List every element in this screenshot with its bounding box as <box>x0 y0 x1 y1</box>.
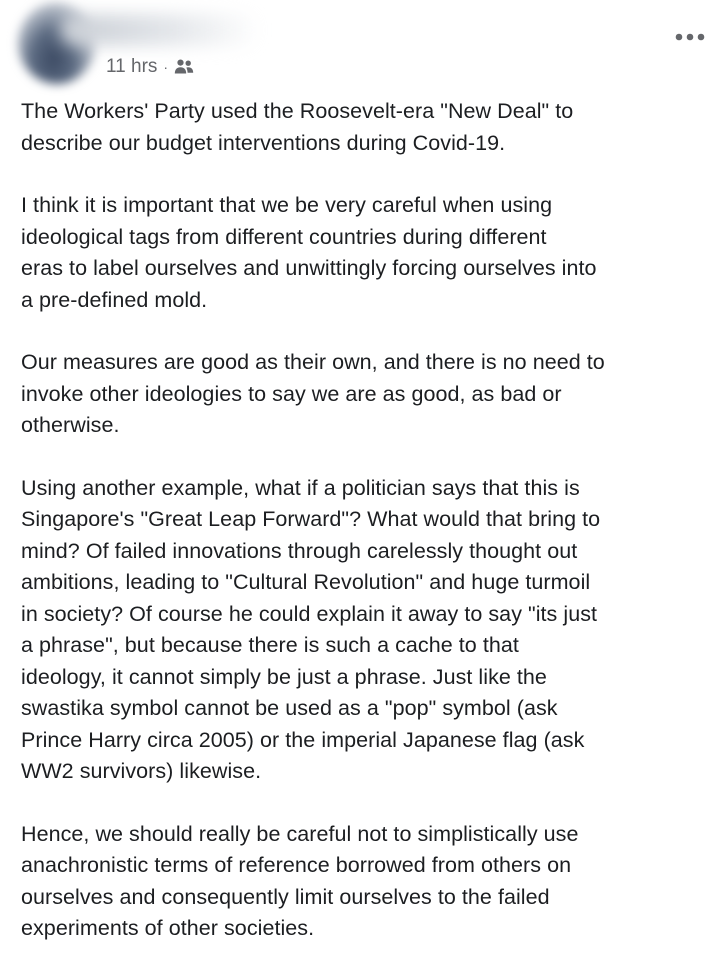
post-paragraph: Using another example, what if a politician says that this is Singapore's "Great Leap Forward"? What would that bring to mind? Of failed innovations through carelessly thought out ambitions, leading to "Cultural Revolution" and huge turmoil in society? Of course he could explain it away to say "its just a phrase", but because there is such a cache to that ideology, it cannot simply be just a phrase. Just like the swastika symbol cannot be used as a "pop" symbol (ask Prince Harry circa 2005) or the imperial Japanese flag (ask WW2 survivors) likewise. <box>21 475 601 783</box>
friends-icon[interactable] <box>174 58 194 76</box>
post-body <box>21 96 711 945</box>
post-timestamp[interactable]: 11 hrs <box>106 56 158 77</box>
post-paragraph: The Workers' Party used the Roosevelt-era "New Deal" to describe our budget interventions during Covid-19. <box>21 99 574 155</box>
more-options-icon <box>675 28 705 46</box>
more-options-button[interactable] <box>670 24 710 50</box>
post-paragraph: I think it is important that we be very careful when using ideological tags from different countries during different eras to label ourselves and unwittingly forcing ourselves into a pre-defined mold. <box>21 193 597 312</box>
meta-separator: · <box>163 59 169 75</box>
author-name-blurred[interactable] <box>60 14 260 46</box>
post-paragraph: Our measures are good as their own, and there is no need to invoke other ideologies to say we are as good, as bad or otherwise. <box>21 350 605 437</box>
post-header <box>0 0 726 92</box>
post-paragraph: Hence, we should really be careful not to simplistically use anachronistic terms of reference borrowed from others on ourselves and consequently limit ourselves to the failed experiments of other societies. <box>21 821 579 940</box>
post-meta <box>106 54 194 80</box>
